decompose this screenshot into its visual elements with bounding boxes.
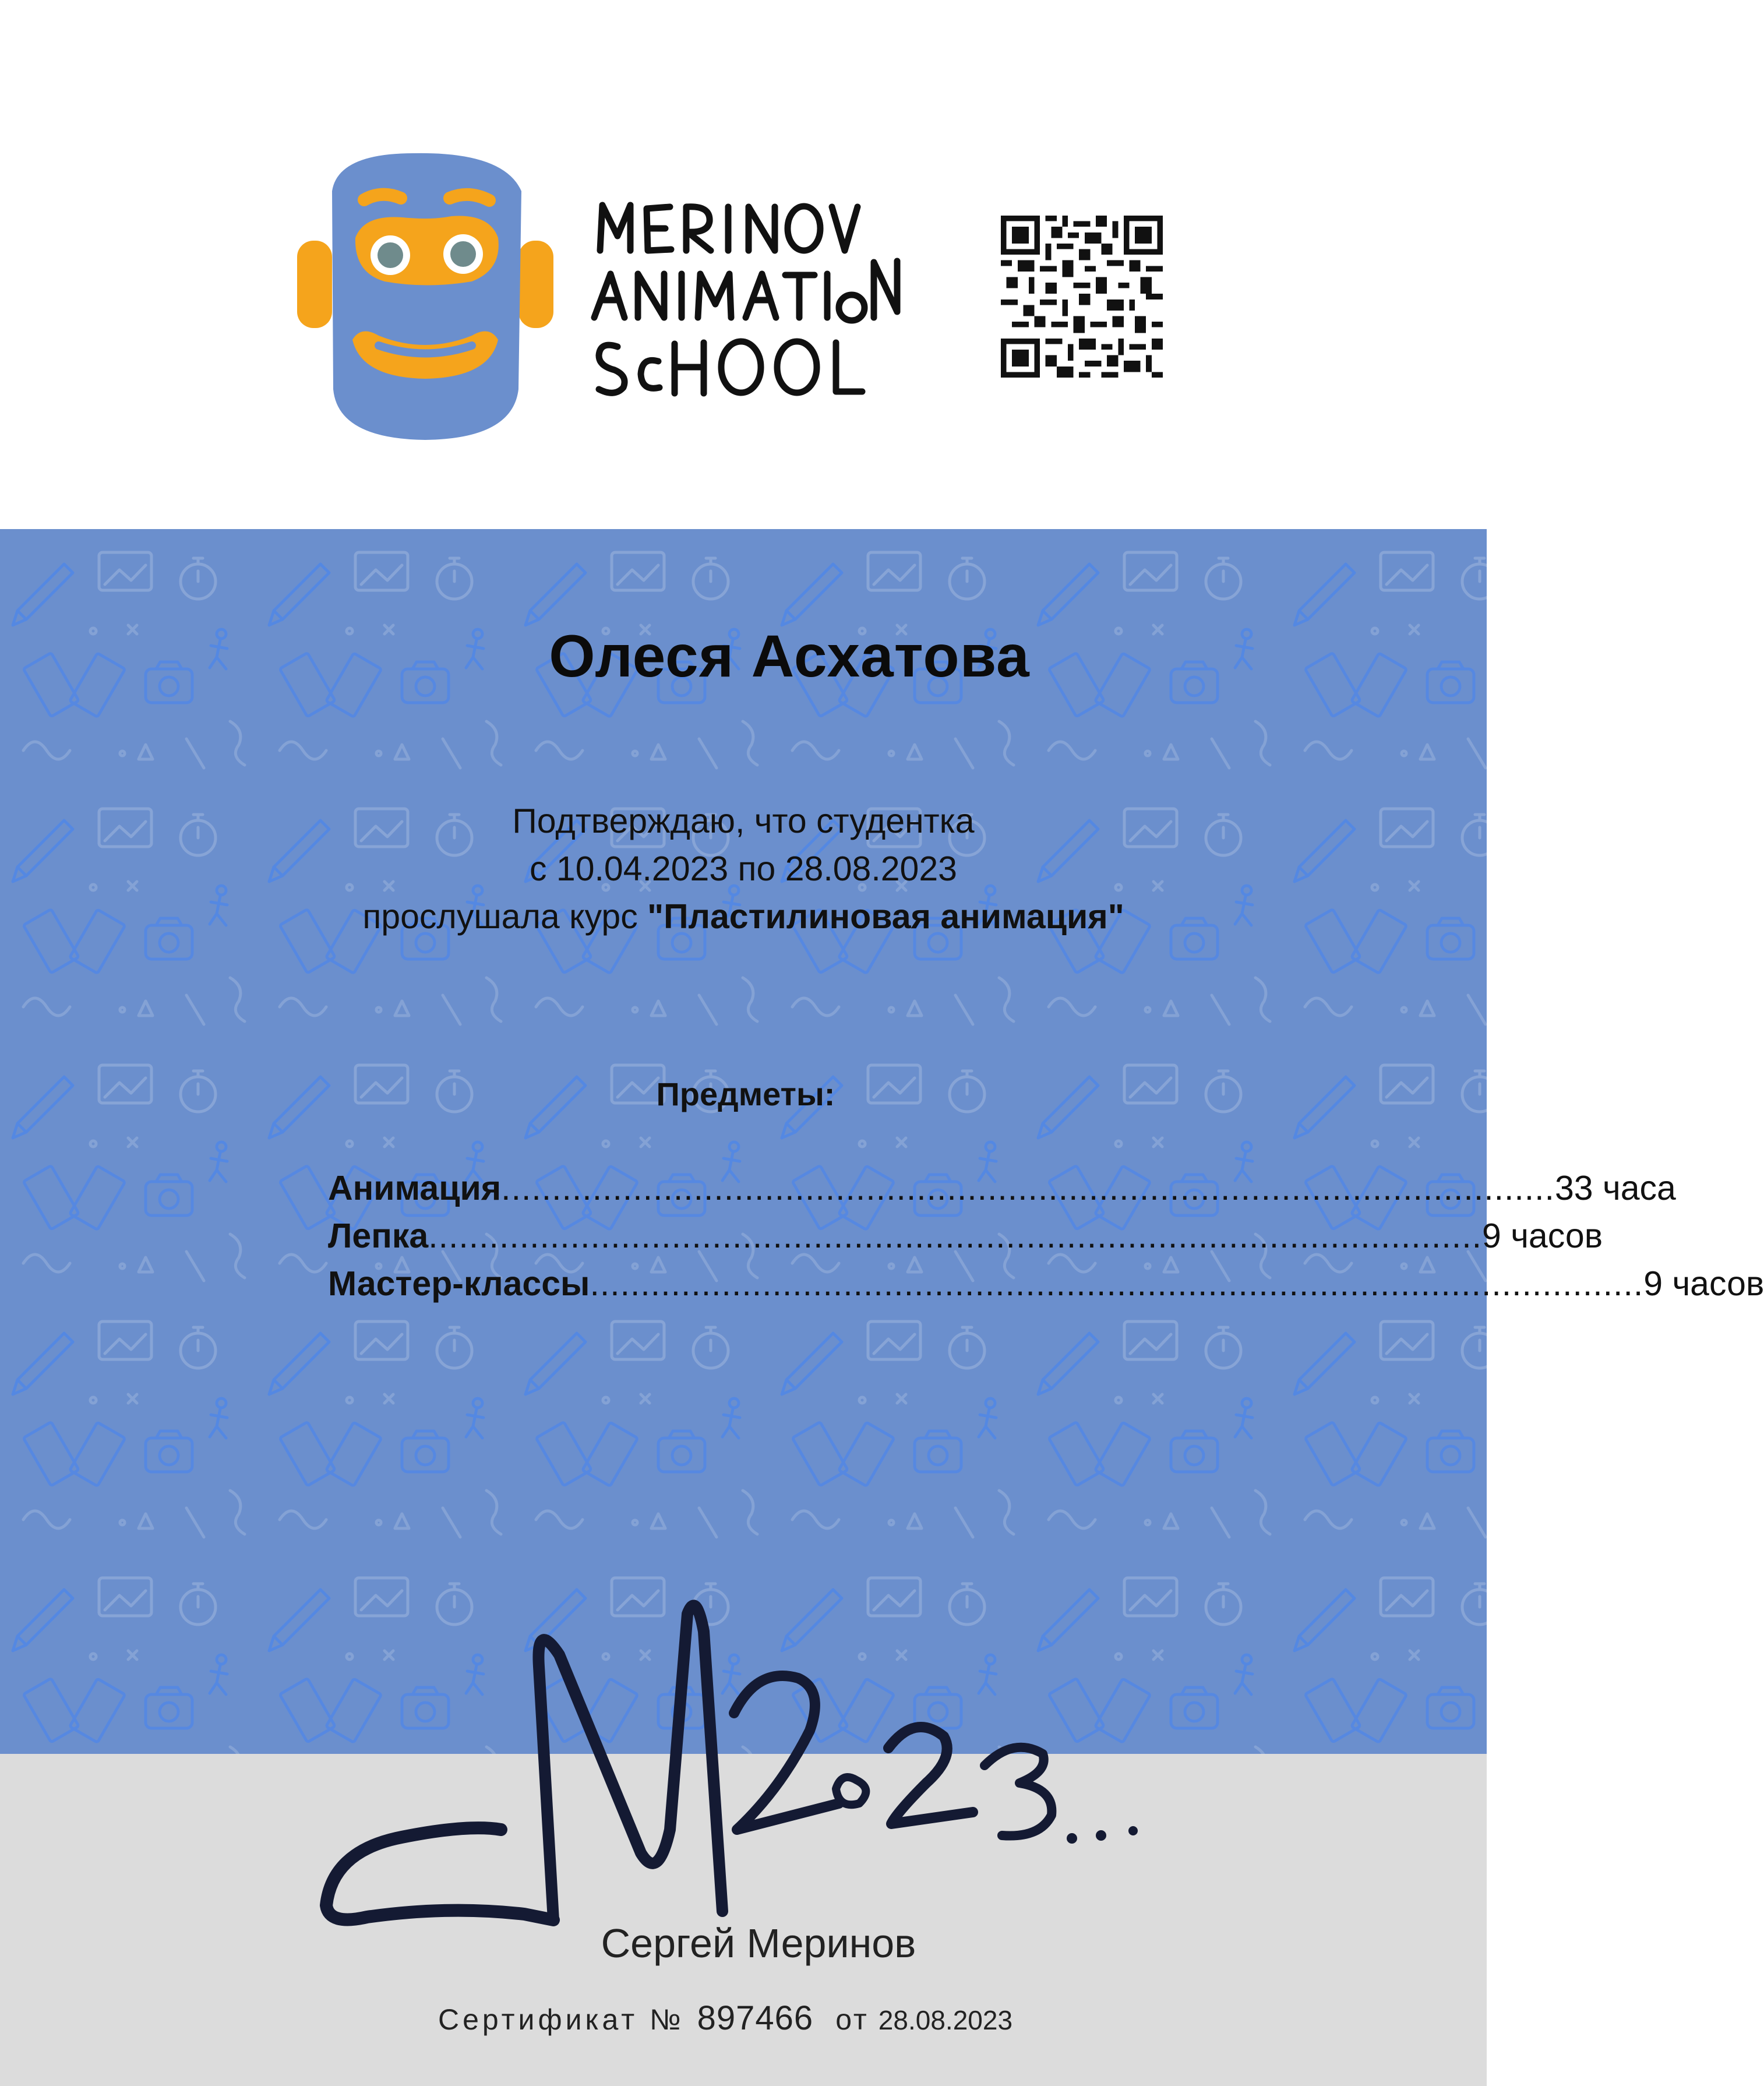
- subject-hours: 9 часов: [1481, 1217, 1603, 1255]
- director-name: Сергей Меринов: [601, 1921, 916, 1966]
- subject-row: [328, 1260, 1764, 1308]
- confirm-line-1: Подтверждаю, что студентка: [512, 802, 975, 840]
- course-name: "Пластилиновая анимация": [647, 897, 1124, 936]
- subjects-title: Предметы:: [656, 1076, 835, 1112]
- certificate-date: 28.08.2023: [878, 2005, 1013, 2035]
- dot-leader: ........................................................................................................: [501, 1169, 1555, 1207]
- certificate-label: Сертификат №: [438, 2003, 685, 2036]
- certificate-number: 897466: [697, 1999, 814, 2037]
- school-logo-text: [588, 192, 926, 408]
- subject-hours: 9 часов: [1643, 1264, 1764, 1303]
- doodle-pattern-background: [0, 529, 1487, 1754]
- confirm-line-3: [0, 893, 1487, 940]
- certificate-header: [0, 0, 1487, 529]
- subject-row: [328, 1164, 1676, 1212]
- certificate-number-line: [438, 1999, 1012, 2039]
- subject-name: Лепка: [328, 1217, 429, 1255]
- robot-face-icon: [297, 150, 553, 442]
- dot-leader: ........................................................................................................: [590, 1264, 1644, 1303]
- qr-code-icon: [1001, 216, 1163, 378]
- confirm-line-3-prefix: прослушала курс: [362, 897, 648, 936]
- subject-row: [328, 1212, 1603, 1260]
- confirmation-text: [0, 797, 1487, 940]
- subject-name: Анимация: [328, 1169, 502, 1207]
- student-name: Олеся Асхатова: [549, 623, 1030, 689]
- confirm-line-2: с 10.04.2023 по 28.08.2023: [529, 850, 957, 888]
- subject-name: Мастер-классы: [328, 1264, 590, 1303]
- subject-hours: 33 часа: [1554, 1169, 1676, 1207]
- certificate-from-label: от: [835, 2003, 869, 2036]
- director-signature: [315, 1579, 1212, 1940]
- dot-leader: ........................................................................................................: [428, 1217, 1482, 1255]
- subjects-list: [328, 1164, 1764, 1308]
